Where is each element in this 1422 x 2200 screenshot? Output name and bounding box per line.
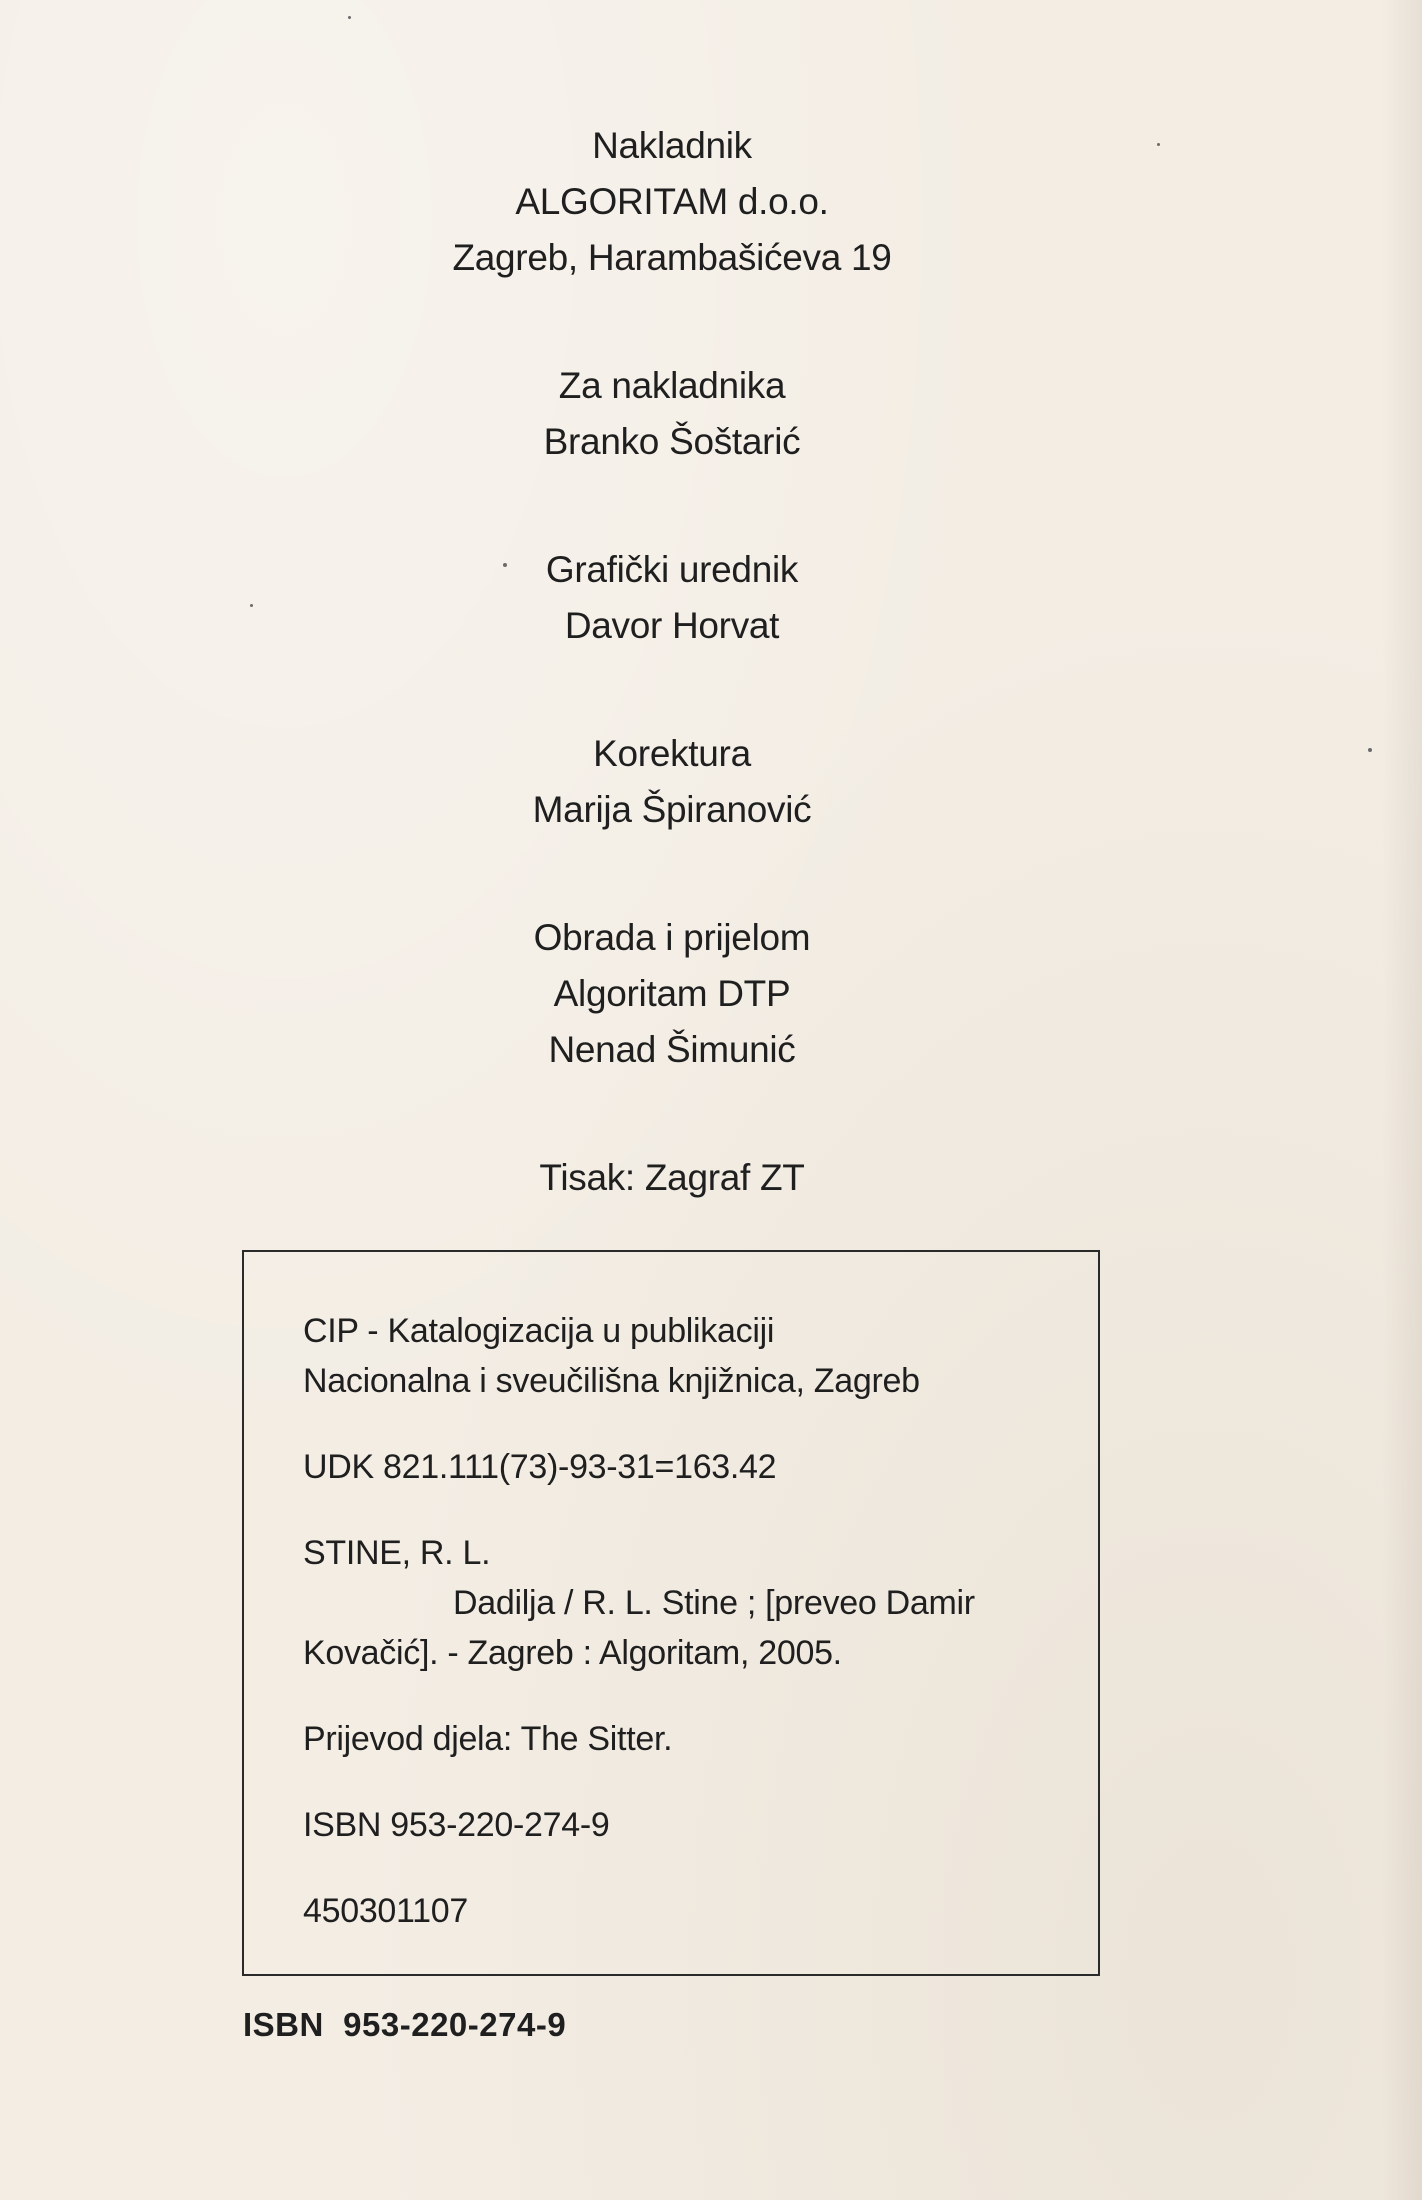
spacer (303, 1406, 1063, 1442)
paper-speck (1157, 143, 1160, 146)
publisher-label: Nakladnik (592, 125, 752, 166)
paper-speck (348, 16, 351, 19)
cip-original-title: Prijevod djela: The Sitter. (303, 1720, 673, 1758)
proofreading-group (0, 726, 1344, 838)
for-publisher-name: Branko Šoštarić (543, 421, 801, 462)
spacer (303, 1678, 1063, 1714)
cip-record-text (303, 1306, 1063, 1936)
printing-group (0, 1150, 1344, 1206)
cip-library: Nacionalna i sveučilišna knjižnica, Zagreb (303, 1362, 920, 1400)
for-publisher-label: Za nakladnika (558, 365, 786, 406)
cip-title-line2: Kovačić]. - Zagreb : Algoritam, 2005. (303, 1634, 842, 1672)
publisher-group (0, 118, 1344, 286)
layout-person: Nenad Šimunić (548, 1029, 796, 1070)
cip-heading: CIP - Katalogizacija u publikaciji (303, 1312, 775, 1350)
layout-studio: Algoritam DTP (553, 973, 791, 1014)
spacer (303, 1850, 1063, 1886)
graphic-editor-label: Grafički urednik (545, 549, 799, 590)
for-publisher-group (0, 358, 1344, 470)
paper-speck (503, 563, 507, 567)
paper-speck (1368, 748, 1372, 752)
cip-udk: UDK 821.111(73)-93-31=163.42 (303, 1448, 777, 1486)
cip-record-id: 450301107 (303, 1892, 468, 1930)
cip-record-box (242, 1250, 1100, 1976)
cip-author: STINE, R. L. (303, 1534, 491, 1572)
proofreading-name: Marija Špiranović (532, 789, 812, 830)
spacer (303, 1492, 1063, 1528)
publisher-address: Zagreb, Harambašićeva 19 (452, 237, 892, 278)
graphic-editor-group (0, 542, 1344, 654)
printing-line: Tisak: Zagraf ZT (539, 1157, 805, 1198)
page-edge-shadow (1382, 0, 1422, 2200)
cip-title-line1: Dadilja / R. L. Stine ; [preveo Damir (453, 1584, 975, 1622)
isbn-footer: ISBN 953-220-274-9 (243, 2006, 567, 2043)
publisher-name: ALGORITAM d.o.o. (515, 181, 829, 222)
cip-isbn: ISBN 953-220-274-9 (303, 1806, 610, 1844)
credits-block (0, 118, 1344, 1278)
proofreading-label: Korektura (593, 733, 751, 774)
graphic-editor-name: Davor Horvat (564, 605, 780, 646)
spacer (303, 1764, 1063, 1800)
paper-speck (250, 604, 253, 607)
layout-group (0, 910, 1344, 1078)
layout-label: Obrada i prijelom (533, 917, 811, 958)
